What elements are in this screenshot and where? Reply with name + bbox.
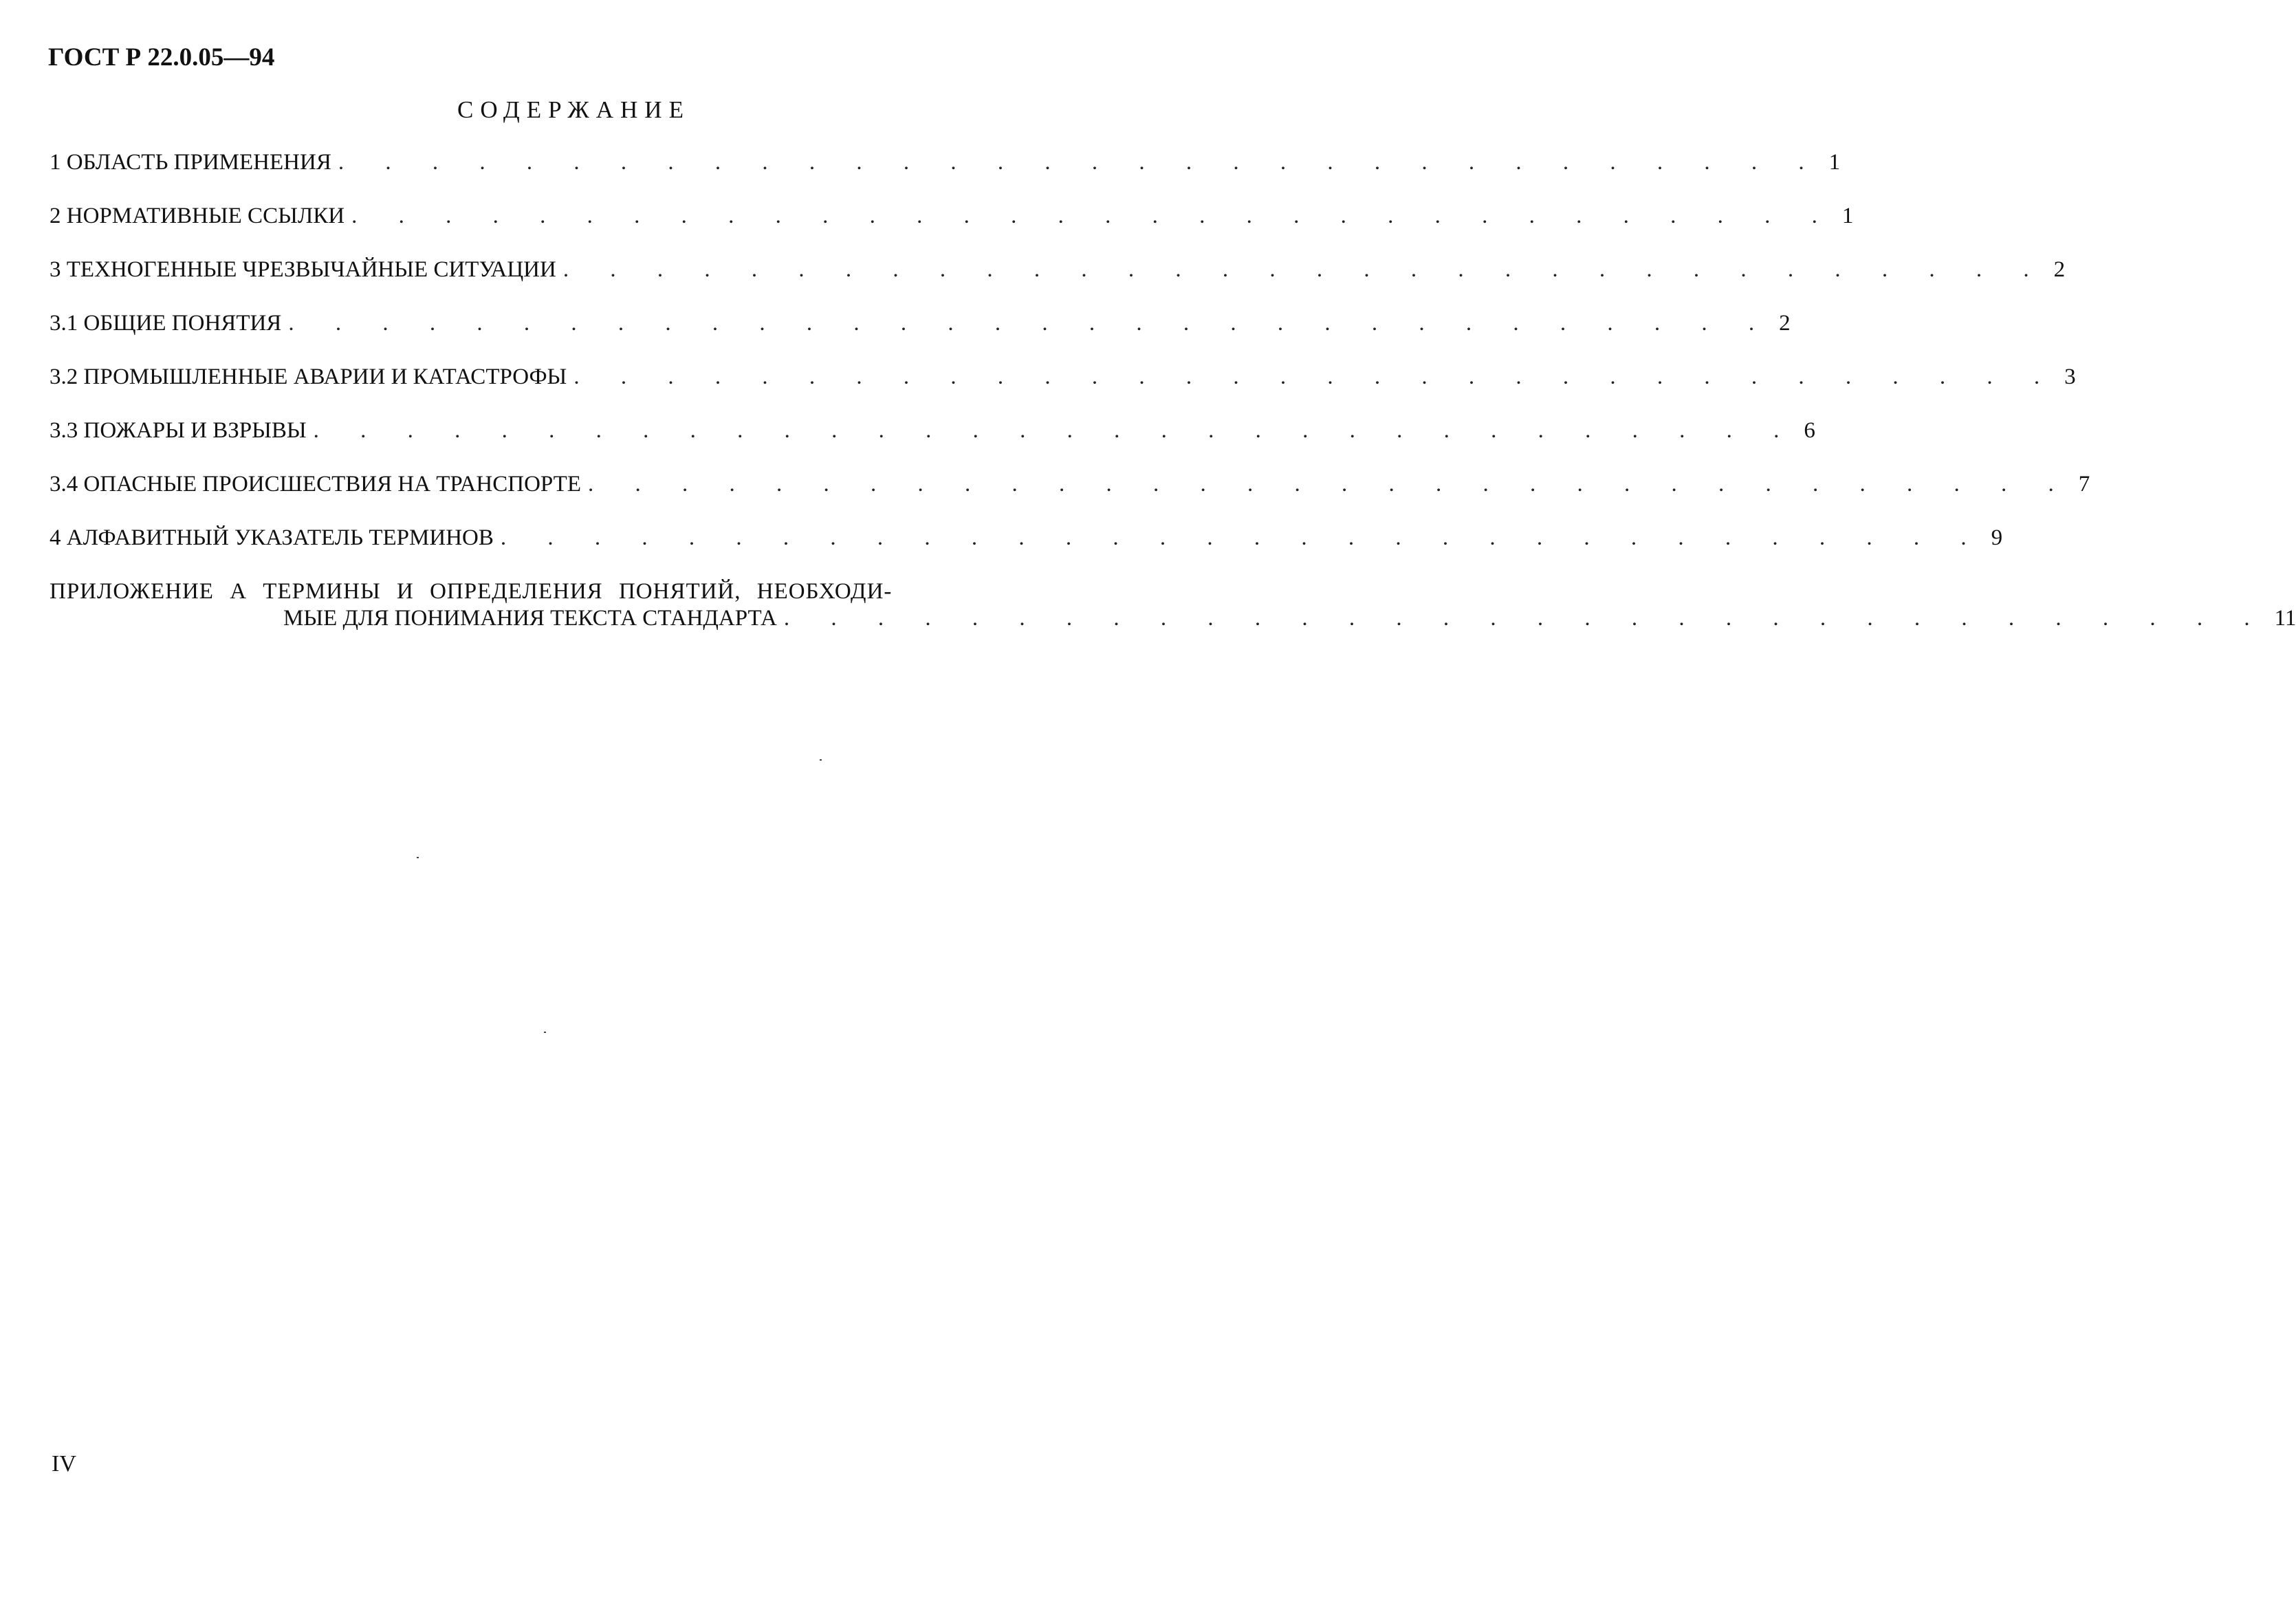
appendix-title-line2: МЫЕ ДЛЯ ПОНИМАНИЯ ТЕКСТА СТАНДАРТА xyxy=(283,606,784,631)
toc-entry-label: 1 ОБЛАСТЬ ПРИМЕНЕНИЯ xyxy=(50,150,338,175)
scan-speck xyxy=(544,1032,546,1033)
toc-entry-page: 3 xyxy=(2064,364,2076,389)
dot-leader: . . . . . . . . . . . . . . . . . . . . . . . . . . . . . . . . xyxy=(587,472,2072,497)
toc-entry-label: 3.3 ПОЖАРЫ И ВЗРЫВЫ xyxy=(50,418,314,444)
dot-leader: . . . . . . . . . . . . . . . . . . . . . . . . . . . . . . . . xyxy=(500,525,1985,550)
dot-leader: . . . . . . . . . . . . . . . . . . . . . . . . . . . . . . . . xyxy=(313,418,1797,443)
toc-entry[interactable] xyxy=(50,150,1841,204)
toc-entry-page: 2 xyxy=(2053,257,2066,282)
toc-entry[interactable] xyxy=(50,418,1815,472)
dot-leader: . . . . . . . . . . . . . . . . . . . . . . . . . . . . . . . . xyxy=(351,204,1835,228)
toc-entry-page: 1 xyxy=(1841,204,1854,228)
toc-entry[interactable] xyxy=(50,364,2076,418)
toc-entry[interactable] xyxy=(50,472,2090,525)
toc-entry[interactable] xyxy=(50,257,2066,311)
toc-entry-label: 3.1 ОБЩИЕ ПОНЯТИЯ xyxy=(50,311,288,336)
table-of-contents xyxy=(50,150,2296,631)
toc-entry-page: 1 xyxy=(1828,150,1841,175)
dot-leader: . . . . . . . . . . . . . . . . . . . . . . . . . . . . . . . . xyxy=(288,311,1773,336)
appendix-page: 11 xyxy=(2274,606,2296,631)
toc-entry[interactable] xyxy=(50,204,1854,257)
dot-leader: . . . . . . . . . . . . . . . . . . . . . . . . . . . . . . . . xyxy=(338,150,1822,175)
toc-entry-label: 3 ТЕХНОГЕННЫЕ ЧРЕЗВЫЧАЙНЫЕ СИТУАЦИИ xyxy=(50,257,563,283)
toc-entry[interactable] xyxy=(50,525,2003,579)
toc-entry-label: 3.4 ОПАСНЫЕ ПРОИСШЕСТВИЯ НА ТРАНСПОРТЕ xyxy=(50,472,588,497)
toc-entry-label: 4 АЛФАВИТНЫЙ УКАЗАТЕЛЬ ТЕРМИНОВ xyxy=(50,525,501,551)
dot-leader: . . . . . . . . . . . . . . . . . . . . . . . . . . . . . . . . xyxy=(783,606,2268,631)
appendix-title-line2-row xyxy=(50,606,2296,631)
page-number: IV xyxy=(52,1451,76,1477)
toc-entry-page: 9 xyxy=(1991,525,2003,550)
scan-speck xyxy=(417,857,419,858)
toc-entry-label: 2 НОРМАТИВНЫЕ ССЫЛКИ xyxy=(50,204,351,229)
toc-entry[interactable] xyxy=(50,311,1791,364)
toc-entry-label: 3.2 ПРОМЫШЛЕННЫЕ АВАРИИ И КАТАСТРОФЫ xyxy=(50,364,573,390)
document-header: ГОСТ Р 22.0.05—94 xyxy=(48,43,275,72)
toc-entry-page: 2 xyxy=(1779,311,1791,336)
toc-entry-appendix[interactable] xyxy=(50,579,2296,631)
dot-leader: . . . . . . . . . . . . . . . . . . . . . . . . . . . . . . . . xyxy=(562,257,2047,282)
toc-title: СОДЕРЖАНИЕ xyxy=(457,96,690,123)
toc-entry-page: 7 xyxy=(2078,472,2090,497)
scan-speck xyxy=(820,759,822,761)
appendix-title-line1: ПРИЛОЖЕНИЕ А ТЕРМИНЫ И ОПРЕДЕЛЕНИЯ ПОНЯТИЙ, НЕОБХОДИ- xyxy=(50,579,893,604)
dot-leader: . . . . . . . . . . . . . . . . . . . . . . . . . . . . . . . . xyxy=(573,364,2058,389)
toc-entry-page: 6 xyxy=(1804,418,1815,443)
